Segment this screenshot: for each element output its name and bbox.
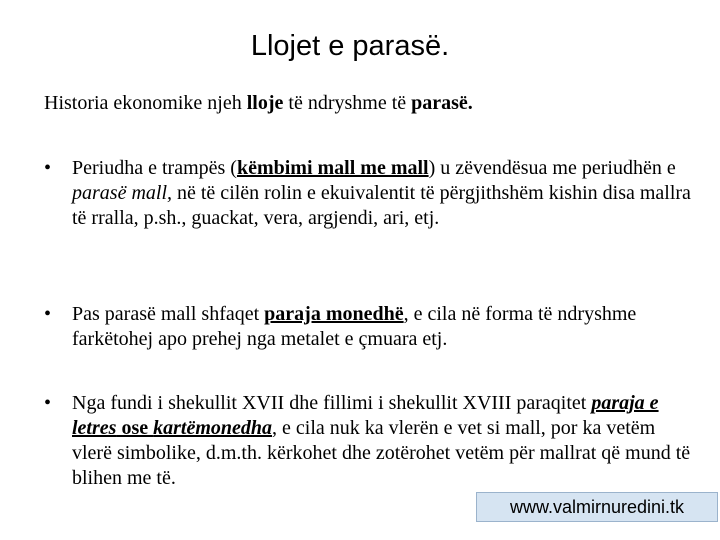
bullet-text-part: Periudha e trampës ( [72,157,237,179]
bullet-emphasis: këmbimi mall me mall [236,157,429,179]
intro-bold-lloje: lloje [246,92,284,114]
intro-text-1: Historia ekonomike njeh [44,92,247,114]
bullet-emphasis: ose [116,417,154,439]
bullet-text-part: Pas parasë mall shfaqet [72,303,265,325]
bullet-text-part: ) u zëvendësua me periudhën e [428,157,676,179]
bullet-text-part: , e cila në forma të ndryshme farkëtohej apo prehej nga metalet e çmuara etj. [72,303,637,350]
bullet-text-part: Nga fundi i shekullit XVII dhe fillimi i shekullit XVIII paraqitet [72,392,592,414]
bullet-text [72,391,694,491]
intro-bold-parase: parasë. [411,92,473,114]
intro-text-2: të ndryshme të [283,92,412,114]
bullet-text [72,156,694,231]
bullet-italic: parasë mall, [72,182,172,204]
bullet-text-part: në të cilën rolin e ekuivalentit të përgjithshëm kishin disa mallra të rralla, p.sh., guackat, vera, argjendi, ari, etj. [72,182,691,229]
footer-website-link[interactable]: www.valmirnuredini.tk [476,492,718,522]
bullet-text [72,302,694,352]
bullet-marker: • [44,392,52,414]
bullet-emphasis: paraja e letres [72,392,659,439]
bullet-emphasis: kartëmonedha [153,417,273,439]
intro-paragraph [44,92,694,115]
bullet-marker: • [44,303,52,325]
bullet-emphasis: paraja monedhë [264,303,404,325]
bullet-marker: • [44,157,52,179]
bullet-text-part: , e cila nuk ka vlerën e vet si mall, por ka vetëm vlerë simbolike, d.m.th. kërkohet dhe zotërohet vetëm për mallrat që mund të blihen me të. [72,417,691,489]
slide-title: Llojet e parasë. [250,30,450,62]
